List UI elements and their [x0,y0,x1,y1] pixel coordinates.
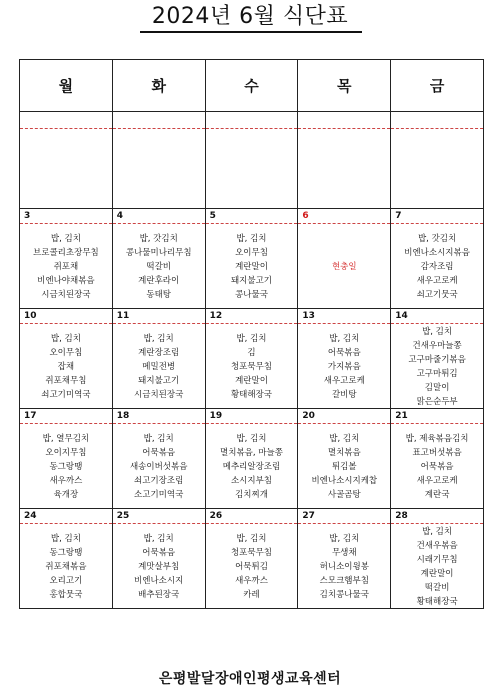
day-number: 3 [24,211,31,221]
menu-item: 밥, 김치 [143,433,174,444]
menu-item: 건새우볶음 [416,540,458,551]
day-number: 12 [209,311,223,321]
day-number: 19 [209,411,223,421]
menu-item: 비엔나소시지 [134,575,184,586]
menu-item: 새우까스 [235,575,268,586]
menu-item: 떡갈비 [424,582,450,593]
menu-item: 카레 [243,589,260,600]
menu-item: 멸치볶음 [327,447,361,458]
day-number: 6 [302,211,309,221]
menu-list [391,525,483,608]
menu-item: 돼지불고기 [230,275,273,286]
menu-item: 시래기무침 [416,554,458,565]
menu-item: 밥, 김치 [422,526,453,537]
menu-item: 동그랑땡 [49,461,83,472]
day-number: 26 [209,511,223,521]
menu-list [298,325,390,408]
menu-item: 멸치볶음, 마늘쫑 [220,447,283,458]
cell-separator [298,223,390,224]
menu-item: 고구마튀김 [416,368,458,379]
menu-item: 새송이버섯볶음 [129,461,188,472]
menu-item: 어묵볶음 [327,347,361,358]
menu-list [206,525,298,608]
calendar-body [20,112,484,609]
menu-item: 쇠고기뭇국 [416,289,458,300]
cell-separator [391,128,483,129]
weekday-monday: 월 [20,60,113,112]
day-number: 11 [116,311,130,321]
menu-item: 시금치된장국 [41,289,91,300]
menu-item: 밥, 김치 [329,533,360,544]
menu-item: 청포묵무침 [230,361,273,372]
day-number: 10 [24,311,37,321]
menu-item: 밥, 갓김치 [417,233,457,244]
menu-item: 밥, 열무김치 [42,433,90,444]
menu-item: 밥, 김치 [50,233,81,244]
menu-item: 배추된장국 [138,589,180,600]
cell-separator [391,423,483,424]
day-cell [391,409,484,509]
menu-item: 가지볶음 [327,361,361,372]
menu-list [298,425,390,508]
cell-separator [20,128,112,129]
cell-separator [20,423,112,424]
menu-item: 콩나물국 [235,289,268,300]
weekday-tuesday: 화 [112,60,205,112]
day-cell [20,509,113,609]
day-cell [112,409,205,509]
empty-day-cell [20,112,113,209]
menu-item: 메추리알장조림 [222,461,281,472]
cell-separator [206,523,298,524]
day-cell [391,509,484,609]
menu-item: 콩나물미나리무침 [125,247,192,258]
cell-separator [298,128,390,129]
menu-item: 스모크햄부침 [319,575,369,586]
empty-day-cell [391,112,484,209]
cell-separator [113,223,205,224]
weekday-wednesday: 수 [205,60,298,112]
day-cell [298,509,391,609]
menu-list [20,225,112,308]
day-cell [298,209,391,309]
day-cell [391,209,484,309]
menu-item: 오이무침 [235,247,268,258]
menu-item: 밥, 김치 [422,326,453,337]
menu-item: 계란말이 [235,261,268,272]
menu-item: 튀김볼 [331,461,357,472]
center-name-footer: 은평발달장애인평생교육센터 [158,671,342,687]
cell-separator [298,523,390,524]
menu-list [20,525,112,608]
day-number: 27 [302,511,315,521]
menu-list [20,425,112,508]
menu-item: 밥, 김치 [236,333,267,344]
day-cell [205,409,298,509]
title-underline [140,31,362,33]
week-row [20,309,484,409]
cell-separator [206,223,298,224]
menu-item: 밥, 제육볶음김치 [405,433,469,444]
cell-separator [113,128,205,129]
menu-list [391,425,483,508]
day-cell [298,409,391,509]
day-cell [20,409,113,509]
menu-list [206,425,298,508]
menu-item: 쇠고기장조림 [134,475,184,486]
menu-list [113,225,205,308]
day-cell [391,309,484,409]
menu-item: 김말이 [424,382,450,393]
day-number: 13 [302,311,315,321]
menu-item: 소고기미역국 [134,489,184,500]
menu-item: 비엔나소시지케찹 [311,475,378,486]
menu-item: 밥, 김치 [50,333,81,344]
menu-item: 쥐포채볶음 [45,561,87,572]
cell-separator [298,323,390,324]
menu-item: 새우고로케 [416,275,458,286]
menu-item: 밥, 김치 [143,533,174,544]
cell-separator [206,423,298,424]
menu-item: 오이지무침 [45,447,87,458]
menu-item: 계란말이 [235,375,268,386]
menu-item: 건새우마늘쫑 [412,340,462,351]
day-cell [205,209,298,309]
menu-list [113,325,205,408]
holiday-label [298,225,390,308]
day-cell [20,309,113,409]
menu-item: 밥, 김치 [143,333,174,344]
menu-item: 홍합뭇국 [49,589,83,600]
menu-item: 밥, 김치 [329,333,360,344]
day-number: 14 [395,311,408,321]
menu-list [113,525,205,608]
menu-item: 김 [247,347,256,358]
menu-item: 고구마줄기볶음 [408,354,466,365]
menu-item: 비엔나야채볶음 [37,275,95,286]
menu-item: 쇠고기미역국 [41,389,91,400]
day-cell [112,309,205,409]
menu-item: 김치찌개 [235,489,268,500]
menu-item: 갈비탕 [331,389,357,400]
menu-item: 새우고로케 [323,375,365,386]
cell-separator [20,523,112,524]
menu-item: 계란국 [424,489,450,500]
menu-list [206,225,298,308]
menu-item: 김치콩나물국 [319,589,369,600]
day-number: 18 [116,411,130,421]
week-row [20,409,484,509]
day-number: 28 [395,511,408,521]
menu-item: 밥, 갓김치 [139,233,178,244]
menu-item: 새우고로케 [416,475,458,486]
menu-item: 동태탕 [146,289,172,300]
menu-item: 계란말이 [420,568,454,579]
menu-item: 오리고기 [49,575,83,586]
menu-item: 새우까스 [49,475,83,486]
menu-item: 무생채 [331,547,357,558]
week-row [20,509,484,609]
menu-item: 사골곰탕 [327,489,361,500]
menu-item: 브로콜리초장무침 [33,247,99,258]
meal-calendar-table [19,59,484,609]
menu-list [20,325,112,408]
empty-week-row [20,112,484,209]
menu-item: 육개장 [53,489,79,500]
cell-separator [206,323,298,324]
menu-list [298,525,390,608]
day-number: 17 [24,411,37,421]
menu-item: 황태해장국 [230,389,273,400]
menu-item: 비엔나소시지볶음 [404,247,470,258]
week-row [20,209,484,309]
menu-list [391,325,483,408]
menu-item: 쥐포채무침 [45,375,87,386]
menu-item: 허니소이윙봉 [319,561,369,572]
menu-item: 소시지부침 [230,475,273,486]
cell-separator [113,323,205,324]
menu-item: 계맛살부침 [138,561,180,572]
day-number: 21 [395,411,408,421]
menu-item: 계란장조림 [138,347,180,358]
menu-item: 밥, 김치 [329,433,360,444]
empty-day-cell [205,112,298,209]
menu-item: 황태해장국 [416,596,458,607]
menu-item: 잡채 [57,361,75,372]
day-cell [20,209,113,309]
menu-item: 청포묵무침 [230,547,273,558]
menu-item: 시금치된장국 [134,389,184,400]
menu-item: 어묵튀김 [235,561,268,572]
weekday-header-row [20,60,484,112]
menu-item: 감자조림 [420,261,454,272]
page-title: 2024년 6월 식단표 [151,4,349,29]
cell-separator [298,423,390,424]
holiday-name: 현충일 [331,261,357,272]
cell-separator [391,223,483,224]
menu-item: 오이무침 [49,347,83,358]
day-number: 20 [302,411,315,421]
cell-separator [206,128,298,129]
menu-item: 밥, 김치 [236,433,267,444]
menu-item: 밥, 김치 [236,233,267,244]
menu-item: 어묵볶음 [420,461,454,472]
day-cell [112,509,205,609]
day-number: 5 [209,211,216,221]
day-cell [205,309,298,409]
cell-separator [113,523,205,524]
day-number: 25 [116,511,130,521]
day-number: 7 [395,211,402,221]
day-cell [205,509,298,609]
day-number: 24 [24,511,37,521]
cell-separator [113,423,205,424]
day-number: 4 [116,211,124,221]
menu-item: 떡갈비 [146,261,172,272]
empty-day-cell [298,112,391,209]
menu-item: 밥, 김치 [236,533,267,544]
menu-item: 어묵볶음 [142,447,176,458]
weekday-friday: 금 [391,60,484,112]
menu-item: 동그랑땡 [49,547,83,558]
menu-item: 어묵볶음 [142,547,176,558]
day-cell [112,209,205,309]
weekday-thursday: 목 [298,60,391,112]
menu-list [113,425,205,508]
menu-item: 계란후라이 [138,275,180,286]
menu-list [206,325,298,408]
cell-separator [20,323,112,324]
menu-item: 밥, 김치 [50,533,81,544]
menu-item: 쥐포채 [53,261,79,272]
menu-item: 표고버섯볶음 [412,447,462,458]
menu-item: 돼지불고기 [138,375,180,386]
empty-day-cell [112,112,205,209]
menu-item: 메밀전병 [142,361,176,372]
day-cell [298,309,391,409]
cell-separator [20,223,112,224]
menu-list [391,225,483,308]
menu-item: 맑은순두부 [416,396,458,407]
